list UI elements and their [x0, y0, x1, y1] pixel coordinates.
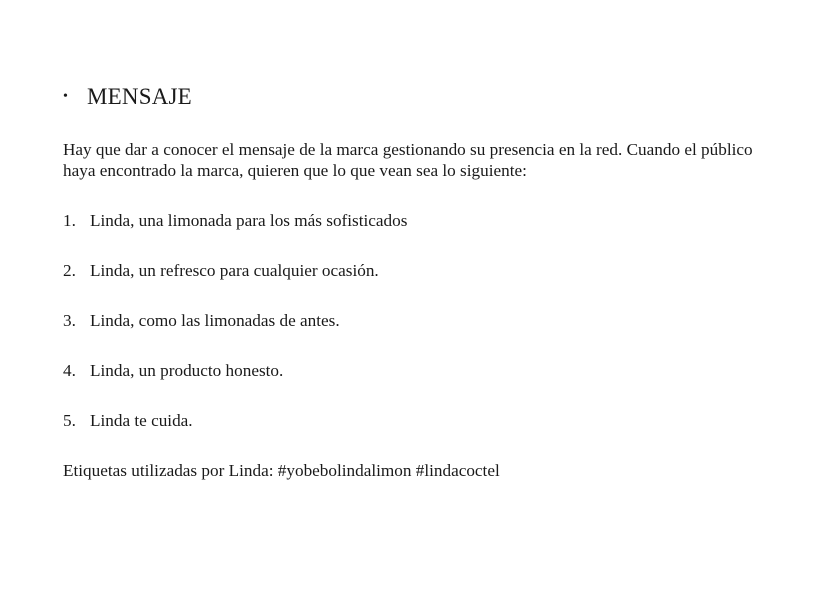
- intro-paragraph: Hay que dar a conocer el mensaje de la marca gestionando su presencia en la red. Cuando el público haya encontrado la marca, quieren que lo que vean sea lo siguiente:: [63, 140, 753, 180]
- list-item-number: 1.: [63, 211, 76, 230]
- list-item: [63, 360, 283, 381]
- heading-text: MENSAJE: [87, 84, 192, 109]
- list-item-number: 3.: [63, 311, 76, 330]
- list-item: [63, 210, 407, 231]
- list-item: [63, 260, 379, 281]
- bullet-icon: •: [63, 89, 69, 104]
- list-item: [63, 310, 340, 331]
- list-item-number: 4.: [63, 361, 76, 380]
- list-item-number: 2.: [63, 261, 76, 280]
- list-item-number: 5.: [63, 411, 76, 430]
- list-item-text: Linda te cuida.: [90, 411, 193, 430]
- list-item-text: Linda, un producto honesto.: [90, 361, 284, 380]
- list-item: [63, 410, 193, 431]
- list-item-text: Linda, un refresco para cualquier ocasión.: [90, 261, 379, 280]
- tags-line: Etiquetas utilizadas por Linda: #yobebolindalimon #lindacoctel: [63, 461, 500, 480]
- list-item-text: Linda, como las limonadas de antes.: [90, 311, 340, 330]
- section-heading: [63, 84, 192, 110]
- list-item-text: Linda, una limonada para los más sofisticados: [90, 211, 408, 230]
